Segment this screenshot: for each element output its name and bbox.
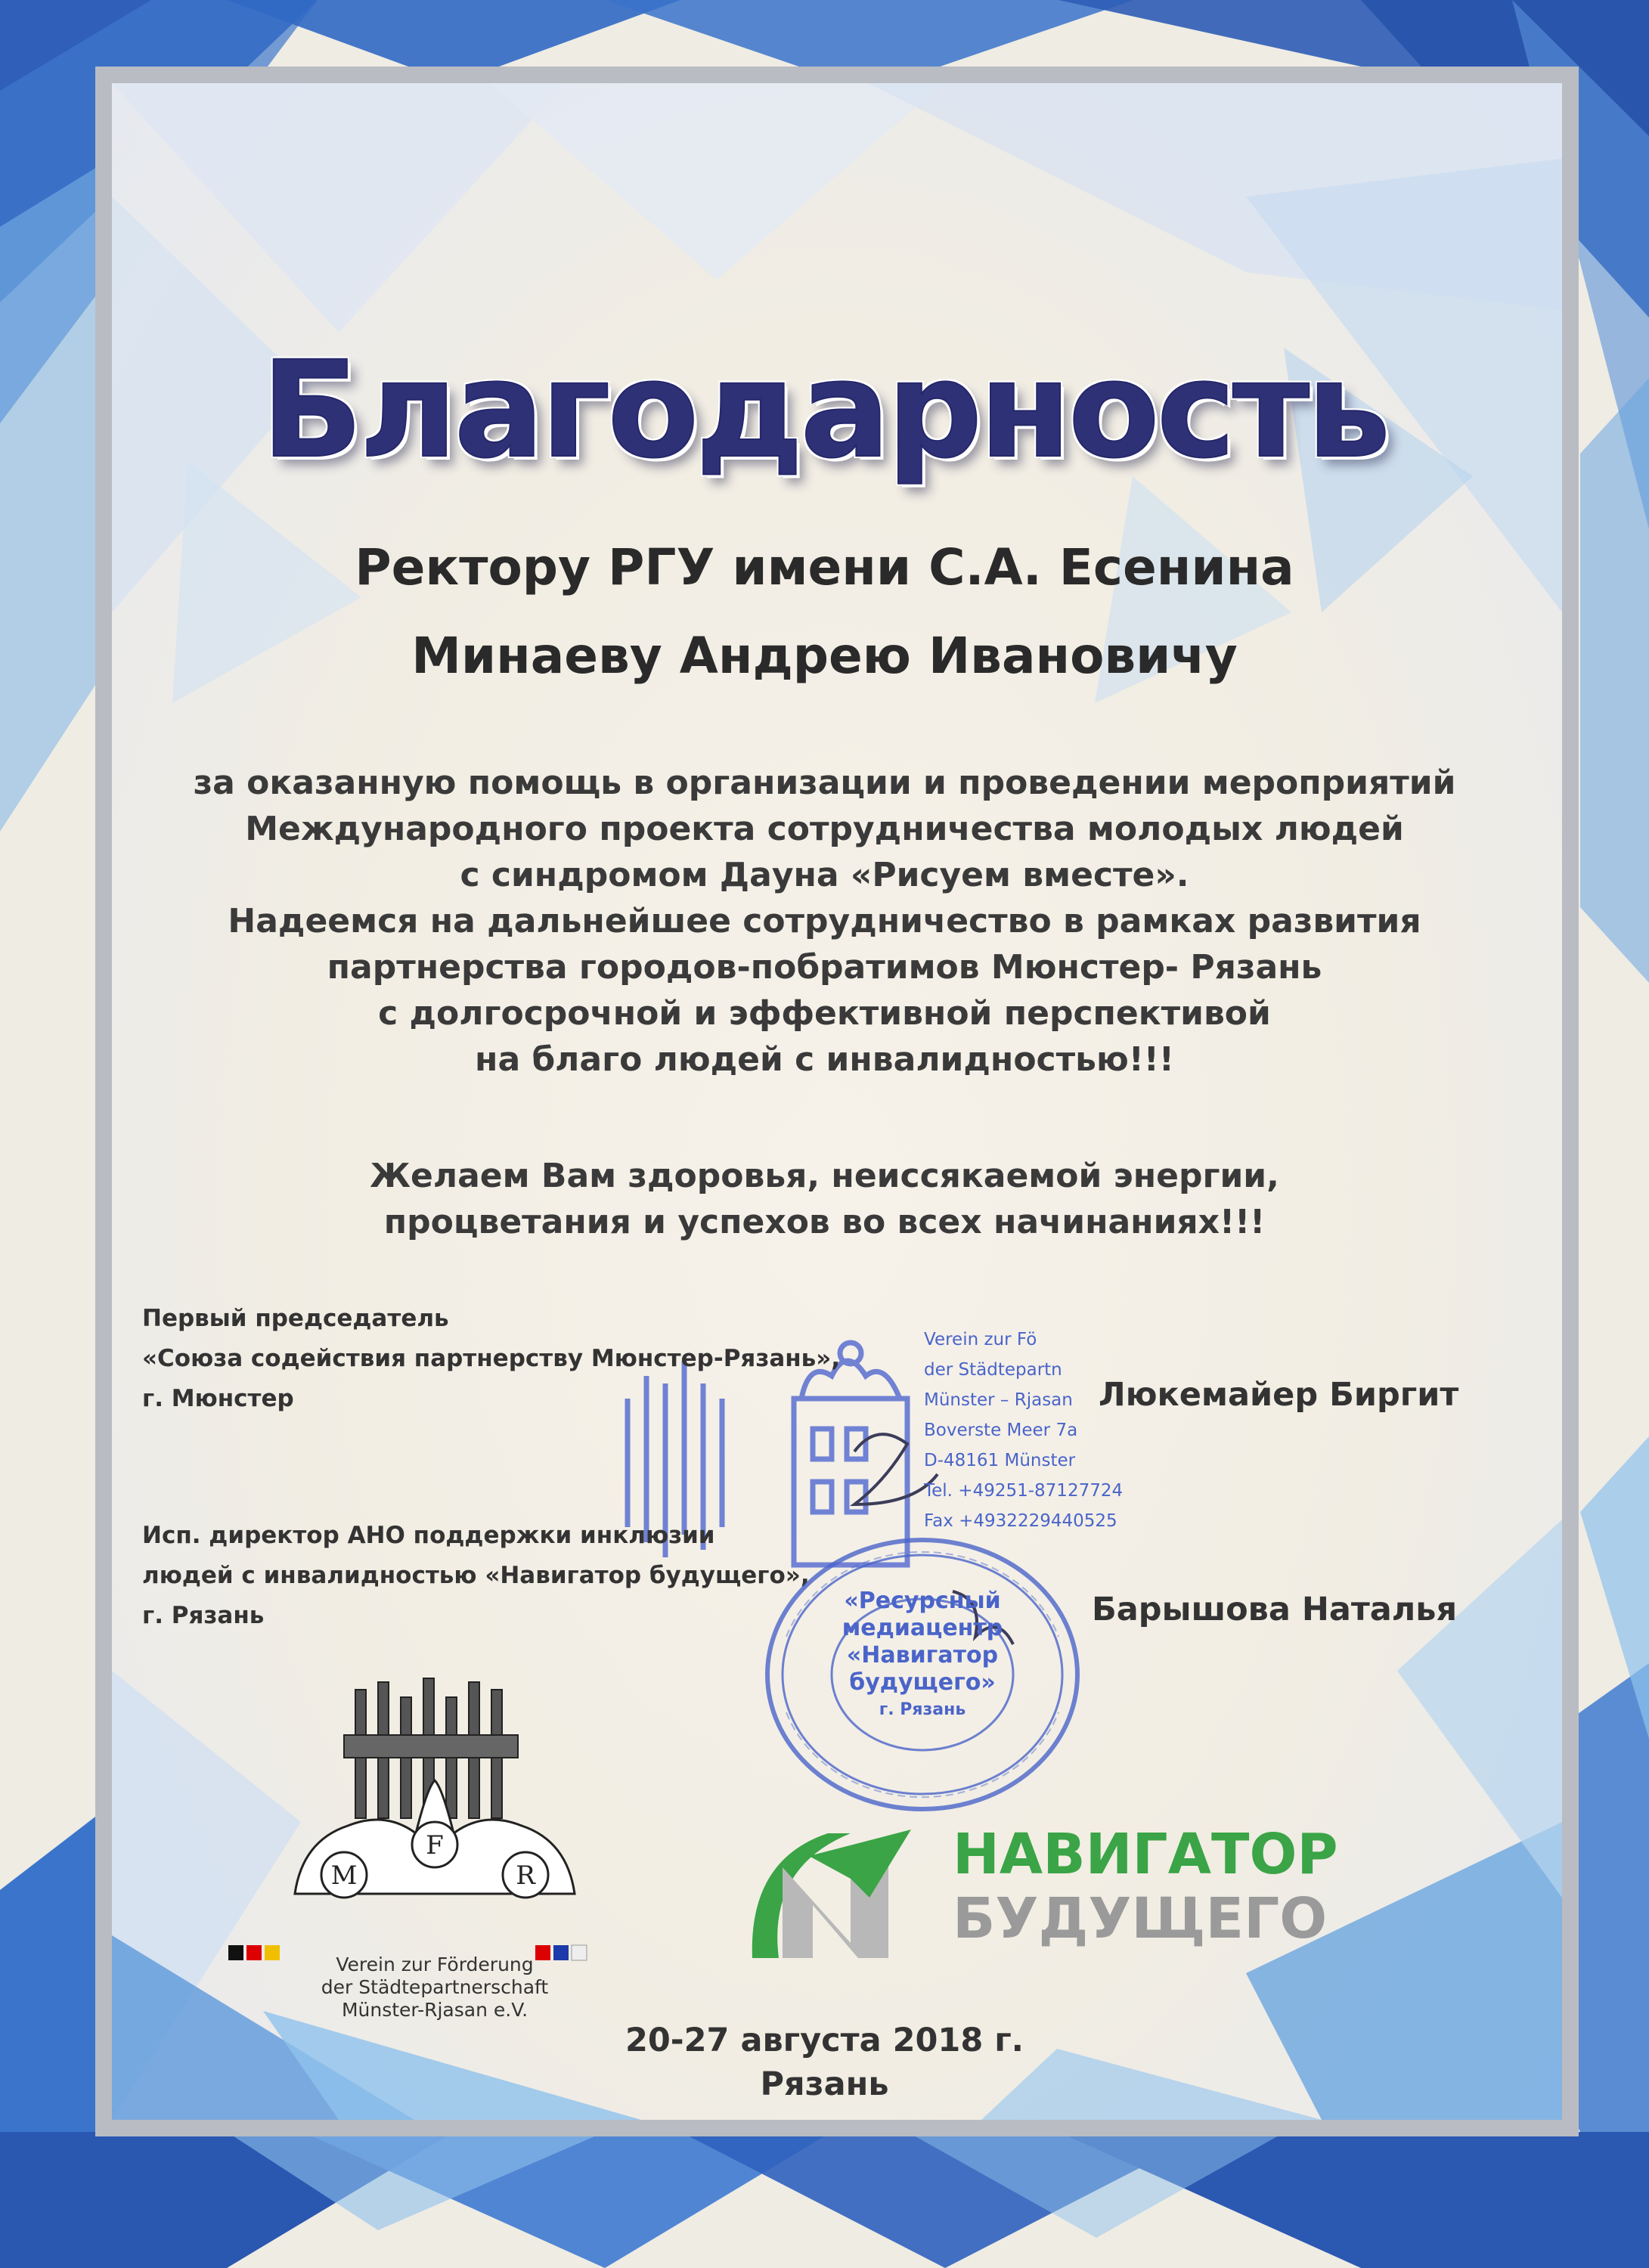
- signatory-2-position: [142, 1516, 810, 1636]
- stamp-line: Fax +4932229440525: [924, 1511, 1117, 1531]
- body-line: с синдромом Дауна «Рисуем вместе».: [460, 856, 1189, 894]
- stamp-line: D-48161 Münster: [924, 1451, 1076, 1470]
- position-line: людей с инвалидностью «Навигатор будущего»,: [142, 1562, 810, 1589]
- mfr-caption-line: Münster-Rjasan e.V.: [341, 1999, 528, 2021]
- body-line: за оказанную помощь в организации и проведении мероприятий: [193, 764, 1456, 802]
- date-line: 20-27 августа 2018 г.: [625, 2022, 1024, 2059]
- stamp-line: «Навигатор: [846, 1642, 999, 1668]
- mfr-letter-r: R: [516, 1861, 535, 1891]
- wishes-line: Желаем Вам здоровья, неиссякаемой энергии,: [370, 1157, 1279, 1195]
- stamp-line: медиацентр: [842, 1615, 1003, 1641]
- wishes-line: процветания и успехов во всех начинаниях!!!: [383, 1203, 1266, 1241]
- stamp-line: Tel. +49251-87127724: [924, 1481, 1124, 1501]
- mfr-letter-m: M: [330, 1861, 358, 1891]
- signatory-1-position: [142, 1299, 840, 1419]
- position-line: Первый председатель: [142, 1305, 449, 1332]
- city-line: Рязань: [760, 2065, 889, 2103]
- signatory-2-name: Барышова Наталья: [1092, 1591, 1458, 1628]
- stamp-line: Boverste Meer 7a: [924, 1421, 1078, 1440]
- stamp-line: г. Рязань: [879, 1700, 966, 1719]
- mfr-letter-f: F: [426, 1830, 444, 1861]
- stamp-line: будущего»: [849, 1669, 996, 1696]
- date-block: [0, 2019, 1649, 2106]
- mfr-caption-line: der Städtepartnerschaft: [321, 1976, 549, 1998]
- navigator-n-arrow-icon: [737, 1814, 934, 1988]
- body-line: Международного проекта сотрудничества молодых людей: [245, 810, 1404, 848]
- position-line: «Союза содействия партнерству Мюнстер-Рязань»,: [142, 1345, 841, 1372]
- recipient-line-2: Минаеву Андрею Ивановичу: [411, 627, 1238, 685]
- recipient-line-1: Ректору РГУ имени С.А. Есенина: [355, 538, 1294, 596]
- certificate-title: Благодарность: [261, 333, 1388, 488]
- stamp-line: der Städtepartn: [924, 1360, 1062, 1380]
- position-line: Исп. директор АНО поддержки инклюзии: [142, 1522, 715, 1549]
- stamp-line: «Ресурсный: [844, 1588, 1001, 1614]
- body-line: партнерства городов-побратимов Мюнстер- Рязань: [327, 948, 1322, 987]
- stamp-line: Münster – Rjasan: [924, 1390, 1073, 1410]
- body-paragraph: [0, 760, 1649, 1083]
- wishes-paragraph: [0, 1153, 1649, 1245]
- position-line: г. Мюнстер: [142, 1385, 294, 1412]
- navigator-logo-line-1: НАВИГАТОР: [953, 1822, 1338, 1887]
- mfr-logo: [272, 1675, 597, 1962]
- verein-stamp-text: [924, 1325, 1123, 1536]
- mfr-caption-line: Verein zur Förderung: [336, 1954, 534, 1975]
- body-line: на благо людей с инвалидностью!!!: [475, 1040, 1174, 1079]
- round-stamp-text: [835, 1588, 1009, 1724]
- signatory-1-name: Люкемайер Биргит: [1099, 1376, 1459, 1414]
- navigator-logo-line-2: БУДУЩЕГО: [953, 1886, 1328, 1951]
- body-line: с долгосрочной и эффективной перспективой: [378, 994, 1271, 1033]
- mfr-caption: [272, 1954, 597, 2022]
- body-line: Надеемся на дальнейшее сотрудничество в рамках развития: [228, 902, 1421, 940]
- position-line: г. Рязань: [142, 1602, 265, 1629]
- stamp-line: Verein zur Fö: [924, 1330, 1037, 1349]
